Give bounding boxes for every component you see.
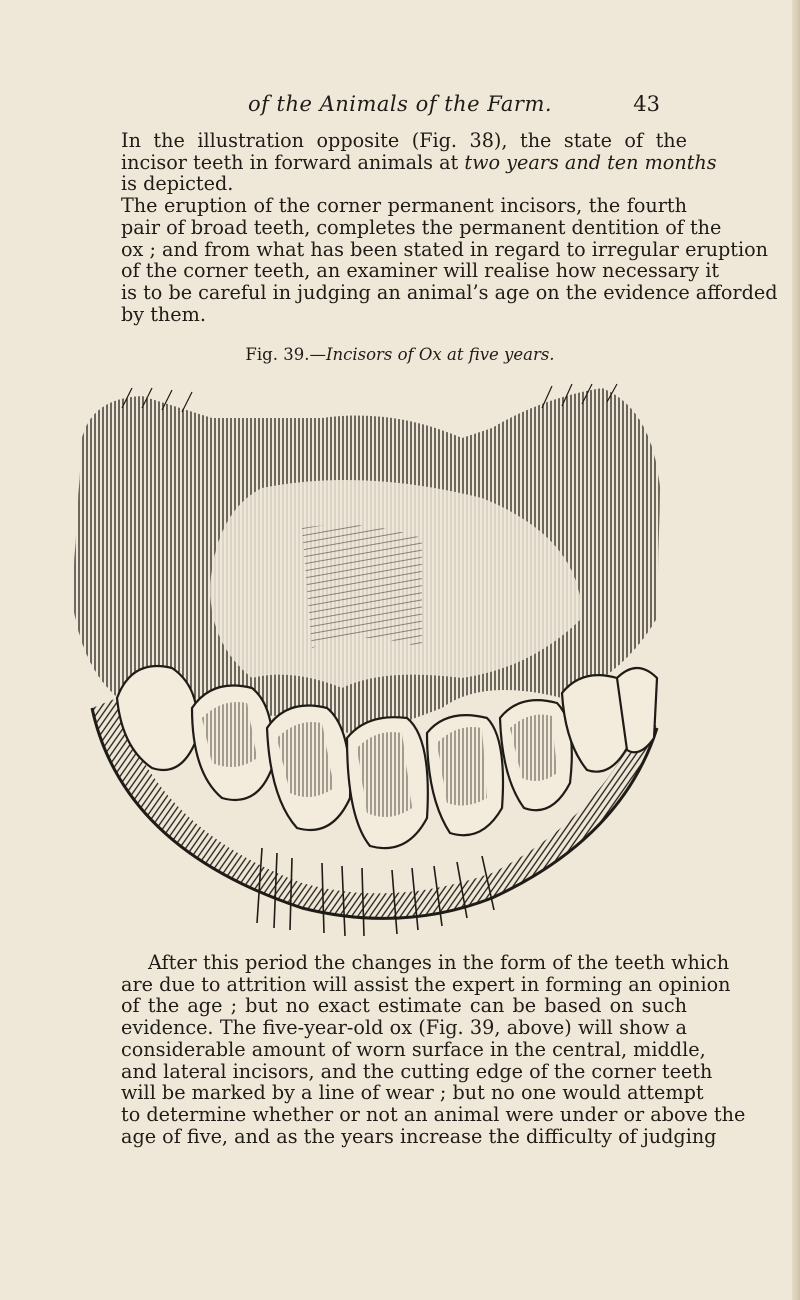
paragraph-1 [121,129,778,326]
emphasis-text: two years and ten months [464,150,717,174]
caption-text: Incisors of Ox at five years. [325,345,555,364]
running-header [0,86,800,122]
caption-label: Fig. 39.— [245,345,326,364]
text-line: The eruption of the corner permanent incisors, the fourth [121,194,687,218]
page-number: 43 [633,92,660,116]
text-line: In the illustration opposite (Fig. 38), the state of the [121,129,687,152]
text-line: of the age ; but no exact estimate can be based on such [121,994,687,1018]
text-line: considerable amount of worn surface in the central, middle, [121,1037,706,1061]
text-line: of the corner teeth, an examiner will realise how necessary it [121,259,720,283]
paragraph-2 [121,951,746,1148]
text-line: evidence. The five-year-old ox (Fig. 39, above) will show a [121,1016,687,1040]
text-line: is to be careful in judging an animal’s age on the evidence afforded [121,280,778,304]
ox-incisors-illustration [62,378,662,938]
text-line: will be marked by a line of wear ; but no one would attempt [121,1081,704,1105]
text-line: age of five, and as the years increase the difficulty of judging [121,1124,717,1148]
text-line: and lateral incisors, and the cutting edge of the corner teeth [121,1059,713,1083]
text-line: to determine whether or not an animal were under or above the [121,1102,746,1126]
header-title: of the Animals of the Farm. [247,92,553,116]
text-line: ox ; and from what has been stated in regard to irregular eruption [121,237,769,261]
text-line: After this period the changes in the form of the teeth which [148,951,730,974]
palate-shading [302,525,422,648]
text-line: incisor teeth in forward animals at two years and ten months [121,150,717,174]
text-line: pair of broad teeth, completes the permanent dentition of the [121,215,722,239]
top-texture [122,384,617,412]
page-edge [792,0,800,1300]
text-line: are due to attrition will assist the expert in forming an opinion [121,972,731,996]
text-line: is depicted. [121,172,234,196]
figure-caption [0,345,800,364]
text-line: by them. [121,302,206,326]
